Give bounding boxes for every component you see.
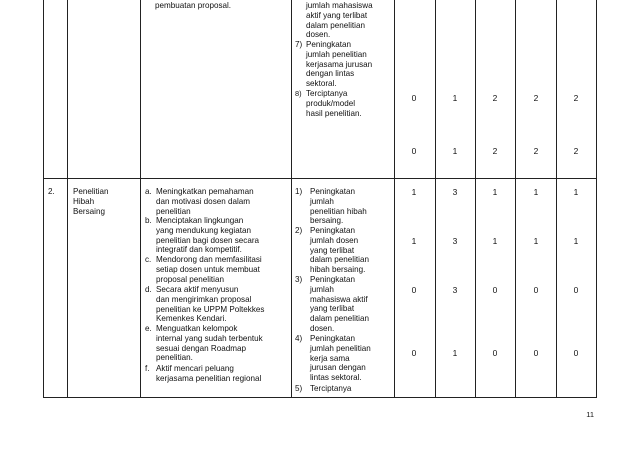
value-cell: 0: [411, 146, 417, 156]
row-number: 2.: [48, 187, 55, 196]
page-number: 11: [586, 410, 594, 419]
value-cell: 3: [452, 236, 458, 246]
indicator-number: 1): [295, 187, 303, 196]
objective-d: Secara aktif menyusun dan mengirimkan proposal penelitian ke UPPM Poltekkes Kemenkes Kendari.: [156, 285, 265, 324]
value-cell: 0: [573, 348, 579, 358]
indicator-5: Terciptanya: [310, 384, 352, 393]
indicator-number: 7): [295, 40, 303, 49]
indicator-2: Peningkatan jumlah dosen yang terlibat dalam penelitian hibah bersaing.: [310, 226, 369, 275]
value-cell: 2: [492, 93, 498, 103]
value-cell: 1: [492, 236, 498, 246]
value-cell: 1: [452, 146, 458, 156]
indicator-number: 8): [295, 89, 302, 98]
value-cell: 2: [533, 93, 539, 103]
table-col-divider: [394, 0, 395, 398]
value-cell: 0: [492, 285, 498, 295]
value-cell: 1: [533, 236, 539, 246]
value-cell: 3: [452, 285, 458, 295]
value-cell: 2: [533, 146, 539, 156]
objective-letter: e.: [145, 324, 152, 333]
objective-letter: c.: [145, 255, 152, 264]
indicator-4: Peningkatan jumlah penelitian kerja sama jurusan dengan lintas sektoral.: [310, 334, 371, 383]
value-cell: 0: [411, 348, 417, 358]
indicator-number: 4): [295, 334, 303, 343]
value-cell: 0: [411, 285, 417, 295]
value-cell: 0: [533, 285, 539, 295]
indicator-number: 2): [295, 226, 303, 235]
table-col-divider: [140, 0, 141, 398]
indicator-1: Peningkatan jumlah penelitian hibah bersaing.: [310, 187, 367, 226]
objective-letter: d.: [145, 285, 152, 294]
objective-letter: a.: [145, 187, 152, 196]
top-indicator-continued: jumlah mahasiswa aktif yang terlibat dalam penelitian dosen.: [306, 1, 373, 40]
table-col-divider: [291, 0, 292, 398]
objective-letter: f.: [145, 364, 150, 373]
top-objective-text: pembuatan proposal.: [155, 1, 232, 10]
row-divider: [43, 178, 597, 179]
value-cell: 1: [452, 93, 458, 103]
value-cell: 0: [492, 348, 498, 358]
value-cell: 2: [573, 93, 579, 103]
top-indicator-7: Peningkatan jumlah penelitian kerjasama jurusan dengan lintas sektoral.: [306, 40, 373, 89]
indicator-number: 3): [295, 275, 303, 284]
table-col-divider: [556, 0, 557, 398]
value-cell: 2: [573, 146, 579, 156]
value-cell: 1: [533, 187, 539, 197]
table-col-divider: [435, 0, 436, 398]
objective-b: Menciptakan lingkungan yang mendukung kegiatan penelitian bagi dosen secara integratif dan kompetitif.: [156, 216, 260, 255]
objective-a: Meningkatkan pemahaman dan motivasi dosen dalam penelitian: [156, 187, 254, 216]
objective-f: Aktif mencari peluang kerjasama penelitian regional: [156, 364, 262, 383]
objective-c: Mendorong dan memfasilitasi setiap dosen untuk membuat proposal penelitian: [156, 255, 262, 284]
top-indicator-8: Terciptanya produk/model hasil penelitian.: [306, 89, 362, 118]
objective-e: Menguatkan kelompok internal yang sudah terbentuk sesuai dengan Roadmap penelitian.: [156, 324, 263, 363]
value-cell: 1: [452, 348, 458, 358]
value-cell: 0: [411, 93, 417, 103]
indicator-3: Peningkatan jumlah mahasiswa aktif yang terlibat dalam penelitian dosen.: [310, 275, 369, 333]
indicator-number: 5): [295, 384, 303, 393]
value-cell: 1: [573, 236, 579, 246]
value-cell: 1: [411, 187, 417, 197]
value-cell: 1: [573, 187, 579, 197]
table-border-left: [43, 0, 44, 398]
table-border-bottom: [43, 397, 597, 398]
objective-letter: b.: [145, 216, 152, 225]
value-cell: 1: [492, 187, 498, 197]
table-border-right: [596, 0, 597, 398]
value-cell: 0: [533, 348, 539, 358]
table-col-divider: [67, 0, 68, 398]
value-cell: 2: [492, 146, 498, 156]
value-cell: 3: [452, 187, 458, 197]
program-name: Penelitian Hibah Bersaing: [73, 187, 109, 216]
table-col-divider: [515, 0, 516, 398]
value-cell: 1: [411, 236, 417, 246]
value-cell: 0: [573, 285, 579, 295]
table-col-divider: [475, 0, 476, 398]
